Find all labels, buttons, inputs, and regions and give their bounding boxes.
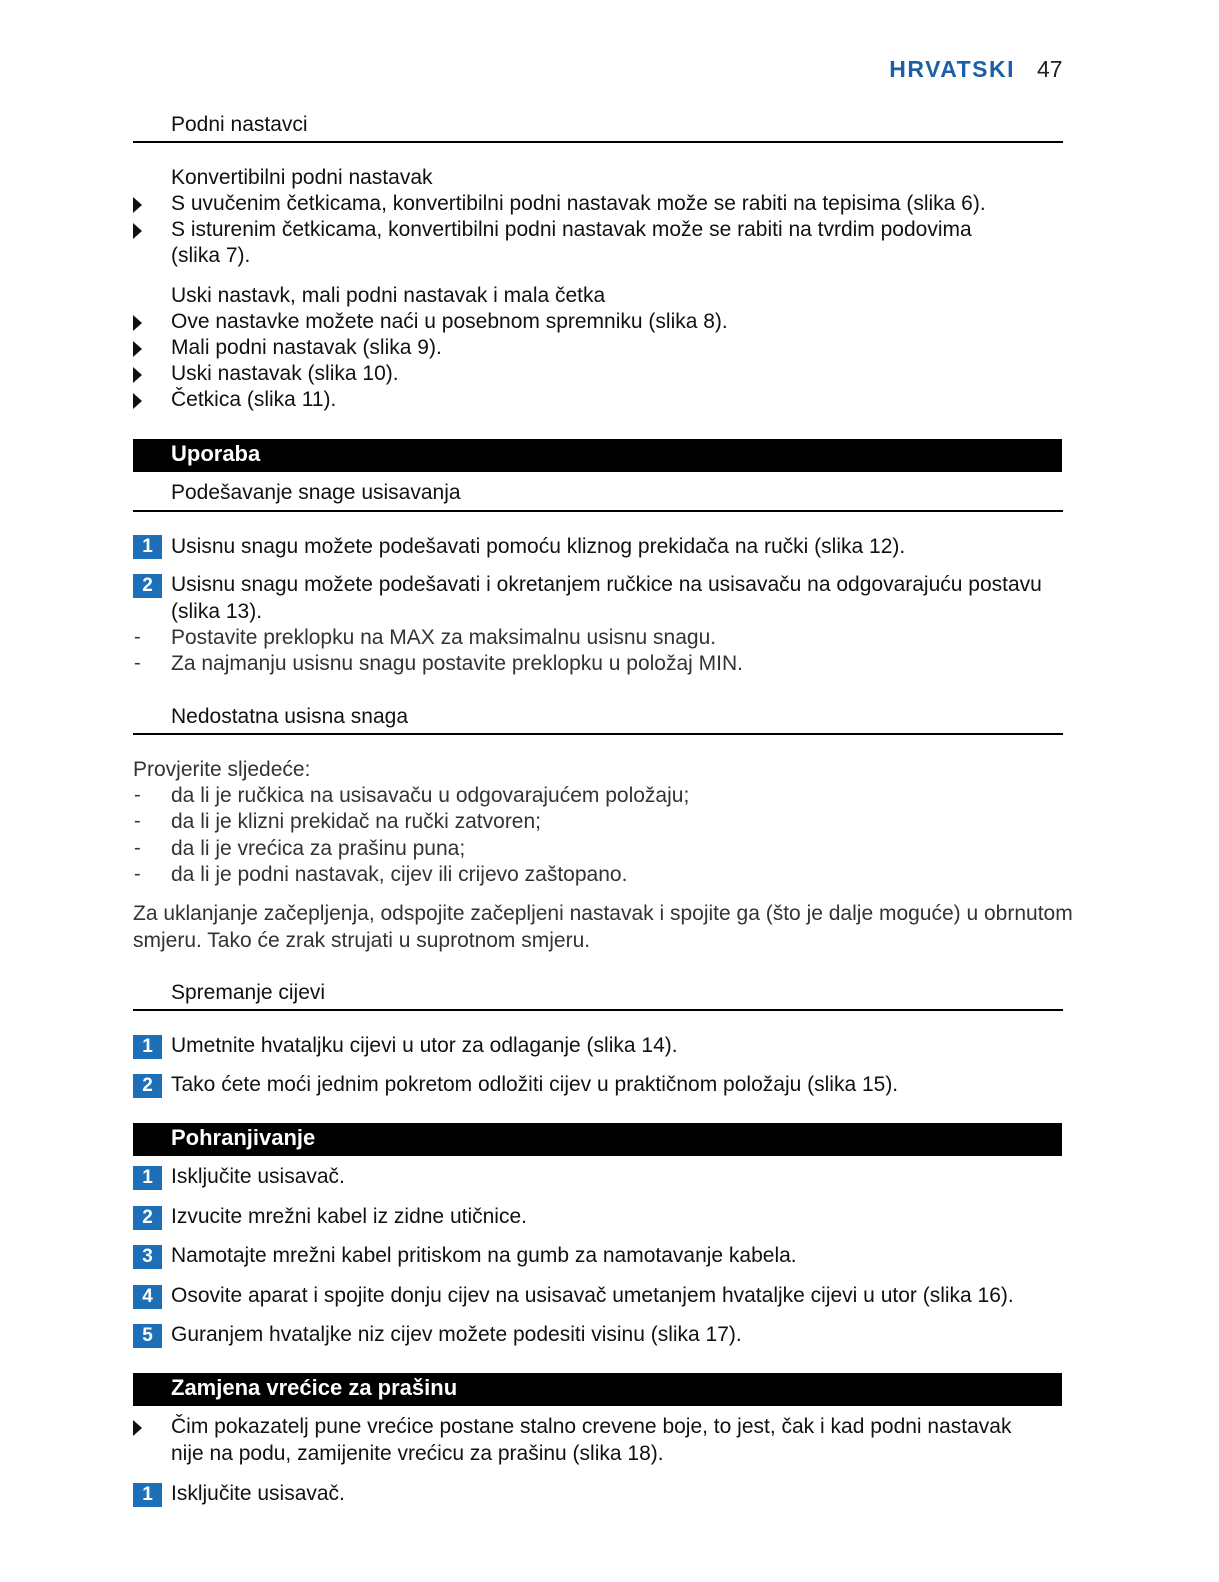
list-item: Četkica (slika 11). [171, 388, 337, 411]
section-heading-tube-storage: Spremanje cijevi [171, 981, 326, 1004]
divider [133, 1009, 1063, 1011]
section-bar-storage [133, 1123, 1062, 1156]
list-item: da li je podni nastavak, cijev ili crijevo zaštopano. [171, 863, 628, 886]
step-number-badge: 5 [133, 1324, 162, 1348]
step-text: Umetnite hvataljku cijevi u utor za odlaganje (slika 14). [171, 1034, 678, 1057]
list-item: Postavite preklopku na MAX za maksimalnu usisnu snagu. [171, 626, 717, 649]
list-item: Za najmanju usisnu snagu postavite preklopku u položaj MIN. [171, 652, 743, 675]
bullet-icon [133, 393, 142, 409]
dash-bullet: - [134, 837, 141, 859]
step-number-badge: 4 [133, 1285, 162, 1309]
bullet-icon [133, 315, 142, 331]
list-item: Mali podni nastavak (slika 9). [171, 336, 442, 359]
list-item: da li je ručkica na usisavaču u odgovarajućem položaju; [171, 784, 690, 807]
dash-bullet: - [134, 863, 141, 885]
bullet-icon [133, 367, 142, 383]
bullet-icon [133, 197, 142, 213]
paragraph: smjeru. Tako će zrak strujati u suprotnom smjeru. [133, 929, 591, 952]
step-text: Usisnu snagu možete podešavati i okretanjem ručkice na usisavaču na odgovarajuću postavu [171, 573, 1042, 596]
step-number-badge: 3 [133, 1245, 162, 1269]
section-heading-suction: Podešavanje snage usisavanja [171, 481, 461, 504]
section-heading-insufficient-suction: Nedostatna usisna snaga [171, 705, 408, 728]
section-bar-title: Uporaba [171, 441, 261, 466]
divider [133, 733, 1063, 735]
step-number-badge: 1 [133, 1483, 162, 1507]
list-item: S isturenim četkicama, konvertibilni podni nastavak može se rabiti na tvrdim podovima [171, 218, 972, 241]
step-text: Tako ćete moći jednim pokretom odložiti cijev u praktičnom položaju (slika 15). [171, 1073, 899, 1096]
step-number-badge: 1 [133, 1035, 162, 1059]
step-text: Usisnu snagu možete podešavati pomoću kliznog prekidača na ručki (slika 12). [171, 535, 906, 558]
step-text: Osovite aparat i spojite donju cijev na usisavač umetanjem hvataljke cijevi u utor (slika 16). [171, 1284, 1014, 1307]
section-bar-bag-replacement [133, 1373, 1062, 1406]
subsection-title: Uski nastavk, mali podni nastavak i mala četka [171, 284, 606, 307]
step-number-badge: 2 [133, 1206, 162, 1230]
step-number-badge: 1 [133, 1166, 162, 1190]
dash-bullet: - [134, 626, 141, 648]
step-text: Isključite usisavač. [171, 1165, 345, 1188]
list-item-continued: nije na podu, zamijenite vrećicu za prašinu (slika 18). [171, 1442, 664, 1465]
section-heading-floor-nozzles: Podni nastavci [171, 113, 308, 136]
dash-bullet: - [134, 810, 141, 832]
divider [133, 141, 1063, 143]
paragraph: Provjerite sljedeće: [133, 758, 311, 781]
list-item-continued: (slika 7). [171, 244, 251, 267]
dash-bullet: - [134, 652, 141, 674]
section-bar-use [133, 439, 1062, 472]
bullet-icon [133, 223, 142, 239]
step-text: Namotajte mrežni kabel pritiskom na gumb za namotavanje kabela. [171, 1244, 797, 1267]
list-item: Uski nastavak (slika 10). [171, 362, 399, 385]
step-number-badge: 2 [133, 1074, 162, 1098]
language-label: HRVATSKI [889, 56, 1015, 82]
subsection-title: Konvertibilni podni nastavak [171, 166, 433, 189]
step-number-badge: 2 [133, 574, 162, 598]
divider [133, 510, 1063, 512]
dash-bullet: - [134, 784, 141, 806]
list-item: S uvučenim četkicama, konvertibilni podni nastavak može se rabiti na tepisima (slika 6). [171, 192, 986, 215]
step-text: Izvucite mrežni kabel iz zidne utičnice. [171, 1205, 527, 1228]
step-number-badge: 1 [133, 535, 162, 559]
step-text: Isključite usisavač. [171, 1482, 345, 1505]
section-bar-title: Zamjena vrećice za prašinu [171, 1375, 458, 1400]
list-item: Ove nastavke možete naći u posebnom spremniku (slika 8). [171, 310, 728, 333]
bullet-icon [133, 1420, 142, 1436]
list-item: da li je klizni prekidač na ručki zatvoren; [171, 810, 542, 833]
list-item: da li je vrećica za prašinu puna; [171, 837, 466, 860]
section-bar-title: Pohranjivanje [171, 1125, 316, 1150]
step-text-continued: (slika 13). [171, 600, 263, 623]
step-text: Guranjem hvataljke niz cijev možete podesiti visinu (slika 17). [171, 1323, 742, 1346]
list-item: Čim pokazatelj pune vrećice postane stalno crevene boje, to jest, čak i kad podni nastavak [171, 1415, 1012, 1438]
paragraph: Za uklanjanje začepljenja, odspojite začepljeni nastavak i spojite ga (što je dalje moguće) u obrnutom [133, 902, 1073, 925]
page-number: 47 [1037, 56, 1063, 82]
bullet-icon [133, 341, 142, 357]
